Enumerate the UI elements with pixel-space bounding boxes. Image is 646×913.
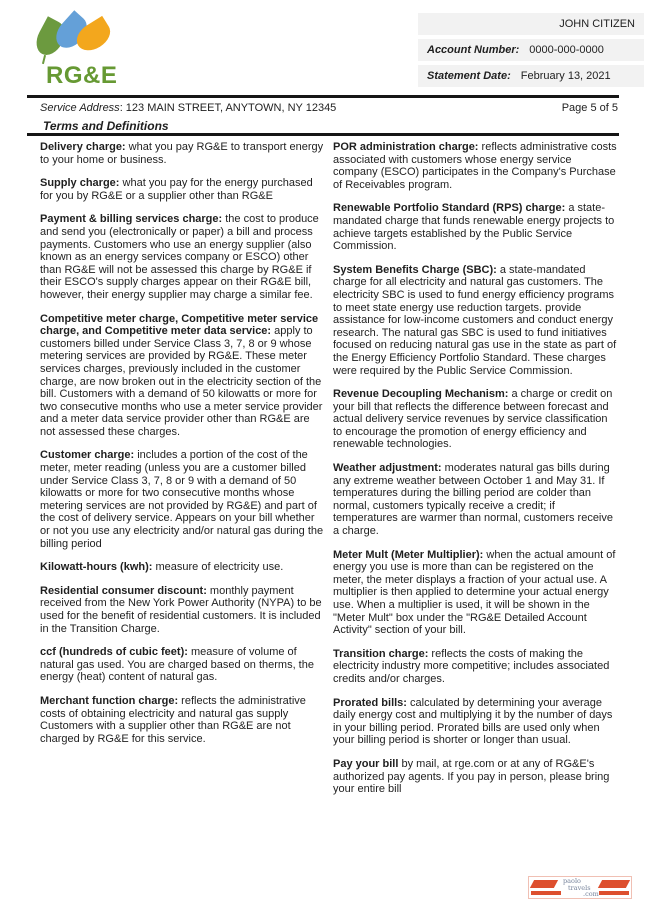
statement-date-row [418, 65, 644, 87]
term-definition: reflects administrative costs associated with customers whose energy service company (ESCO) participates in the Company's Purchase of Receivables program. [333, 141, 617, 191]
top-divider [27, 95, 619, 98]
term-paragraph [333, 141, 618, 191]
watermark-line3: .com [583, 890, 599, 898]
term-paragraph [40, 585, 325, 635]
term-definition: monthly payment received from the New York Power Authority (NYPA) to be used for the benefit of residential customers. It is included in the Transition Charge. [40, 584, 322, 635]
statement-date-value: February 13, 2021 [520, 70, 611, 82]
service-address-row [40, 102, 618, 114]
term-label: Pay your bill [333, 757, 399, 770]
term-definition: apply to customers billed under Service Class 3, 7, 8 or 9 whose metering services are provided by RG&E. These meter services charges, previously included in the customer charge, are now broken out in the electricity section of the bill. Customers with a demand of 50 kilowatts or more for two consecutive months who use a meter service provider and a meter data service provider other than RG&E are not assessed these charges. [40, 325, 323, 438]
term-definition: a state-mandated charge for all electricity and natural gas customers. The electricity SBC is used to fund energy efficiency programs to meet state energy use reduction targets. provide assistance for low-income customers and conduct energy research. The natural gas SBC is used to fund initiatives focused on reducing natural gas use in the state as part of the Energy Efficiency Portfolio Standard. These charges were required by the Public Service Commission. [333, 263, 617, 377]
rge-logo [36, 10, 128, 90]
term-paragraph [40, 213, 325, 301]
watermark-logo [528, 876, 632, 899]
term-paragraph [333, 549, 618, 637]
term-paragraph [333, 697, 618, 747]
term-label: Kilowatt-hours (kwh): [40, 561, 153, 574]
term-definition: a state-mandated charge that funds renewable energy projects to achieve targets established by the Public Service Commission. [333, 202, 615, 253]
term-paragraph [40, 177, 325, 202]
term-definition: reflects the administrative costs of obtaining electricity and natural gas supply Customers with a supplier other than RG&E are not charged by RG&E for this service. [40, 694, 306, 745]
service-address-value: : 123 MAIN STREET, ANYTOWN, NY 12345 [119, 102, 337, 114]
statement-date-label: Statement Date: [427, 70, 511, 82]
rge-logo-text: RG&E [46, 62, 118, 89]
rge-logo-drops-icon [36, 10, 128, 58]
term-paragraph [40, 646, 325, 684]
watermark-stripe-left-bottom-icon [531, 891, 561, 895]
term-label: Delivery charge: [40, 141, 126, 153]
watermark-text [559, 878, 605, 898]
term-definition: measure of volume of natural gas used. You are charged based on therms, the energy (heat) content of natural gas. [40, 646, 314, 684]
term-label: Supply charge: [40, 177, 120, 190]
term-definition: measure of electricity use. [152, 561, 284, 574]
term-paragraph [333, 202, 618, 252]
term-paragraph [333, 758, 618, 796]
term-definition: a charge or credit on your bill that reflects the difference between forecast and actual delivery service revenues by service classification to encourage the promotion of energy efficiency and renewable technologies. [333, 388, 613, 451]
term-paragraph [333, 388, 618, 451]
customer-name-row [418, 13, 644, 35]
term-paragraph [40, 449, 325, 550]
term-label: Renewable Portfolio Standard (RPS) charge: [333, 202, 566, 215]
term-label: ccf (hundreds of cubic feet): [40, 646, 188, 659]
term-definition: includes a portion of the cost of the meter, meter reading (unless you are a customer billed under Service Class 3, 7, 8 or 9 with a demand of 50 kilowatts or more for two consecutive months whose metering services are not provided by RG&E) and part of the cost of delivery service. Appears on your bill whether or not you use any electricity and/or natural gas during the billing period [40, 449, 324, 550]
term-definition: reflects the costs of making the electricity industry more competitive; includes associated credits and/or charges. [333, 647, 610, 685]
term-label: Customer charge: [40, 449, 135, 462]
term-definition: what you pay RG&E to transport energy to your home or business. [40, 141, 324, 166]
term-paragraph [40, 695, 325, 745]
term-label: System Benefits Charge (SBC): [333, 263, 497, 276]
term-paragraph [333, 462, 618, 538]
term-paragraph [40, 561, 325, 574]
section-title: Terms and Definitions [43, 119, 169, 133]
term-label: Residential consumer discount: [40, 584, 207, 597]
term-label: POR administration charge: [333, 141, 479, 153]
terms-column-left [40, 141, 325, 807]
term-label: Payment & billing services charge: [40, 213, 223, 226]
term-paragraph [333, 648, 618, 686]
service-address [40, 102, 336, 114]
term-paragraph [40, 313, 325, 439]
terms-column-right [333, 141, 618, 807]
customer-name: JOHN CITIZEN [559, 18, 635, 30]
term-paragraph [40, 141, 325, 166]
term-label: Meter Mult (Meter Multiplier): [333, 548, 484, 561]
term-label: Revenue Decoupling Mechanism: [333, 388, 509, 401]
term-definition: what you pay for the energy purchased for you by RG&E or a supplier other than RG&E [40, 177, 313, 202]
term-definition: calculated by determining your average daily energy cost and multiplying it by the number of days in your billing period. Prorated bills are used only when your billing period is shorter or longer than usual. [333, 696, 613, 747]
account-number-row [418, 39, 644, 61]
term-definition: by mail, at rge.com or at any of RG&E's authorized pay agents. If you pay in person, please bring your entire bill [333, 757, 610, 796]
account-number-label: Account Number: [427, 44, 520, 56]
term-label: Weather adjustment: [333, 462, 442, 475]
term-label: Prorated bills: [333, 696, 407, 709]
terms-columns [40, 141, 618, 807]
account-info-panel [418, 13, 644, 91]
page-indicator: Page 5 of 5 [561, 102, 618, 114]
watermark-line1: paolo [563, 877, 581, 885]
term-label: Merchant function charge: [40, 694, 179, 707]
term-definition: moderates natural gas bills during any extreme weather between October 1 and May 31. If temperatures during the billing period are colder than normal, customers typically receive a credit; if temperatures are warmer than normal, customers receive a charge. [333, 462, 613, 538]
watermark-line2: travels [568, 883, 591, 892]
term-paragraph [333, 264, 618, 377]
watermark-stripe-left-top-icon [530, 880, 558, 888]
term-label: Transition charge: [333, 647, 429, 660]
service-address-label: Service Address [40, 102, 120, 114]
term-definition: the cost to produce and send you (electronically or paper) a bill and process payments. Customers who use an energy supplier (also known as an energy services company or ESCO) other than RG&E will not be assessed this charge by RG&E if their ESCO's supply charges appear on their RG&E bill, however, their energy supplier may charge a similar fee. [40, 213, 319, 301]
section-divider [27, 133, 619, 136]
account-number-value: 0000-000-0000 [529, 44, 604, 56]
term-label: Competitive meter charge, Competitive meter service charge, and Competitive meter data service: [40, 312, 319, 338]
term-definition: when the actual amount of energy you use is more than can be registered on the meter, the meter displays a fraction of your actual use. A multiplier is then applied to determine your actual energy use. When a multiplier is used, it will be shown in the "Meter Mult" box under the "RG&E Detailed Account Activity" section of your bill. [333, 548, 616, 637]
